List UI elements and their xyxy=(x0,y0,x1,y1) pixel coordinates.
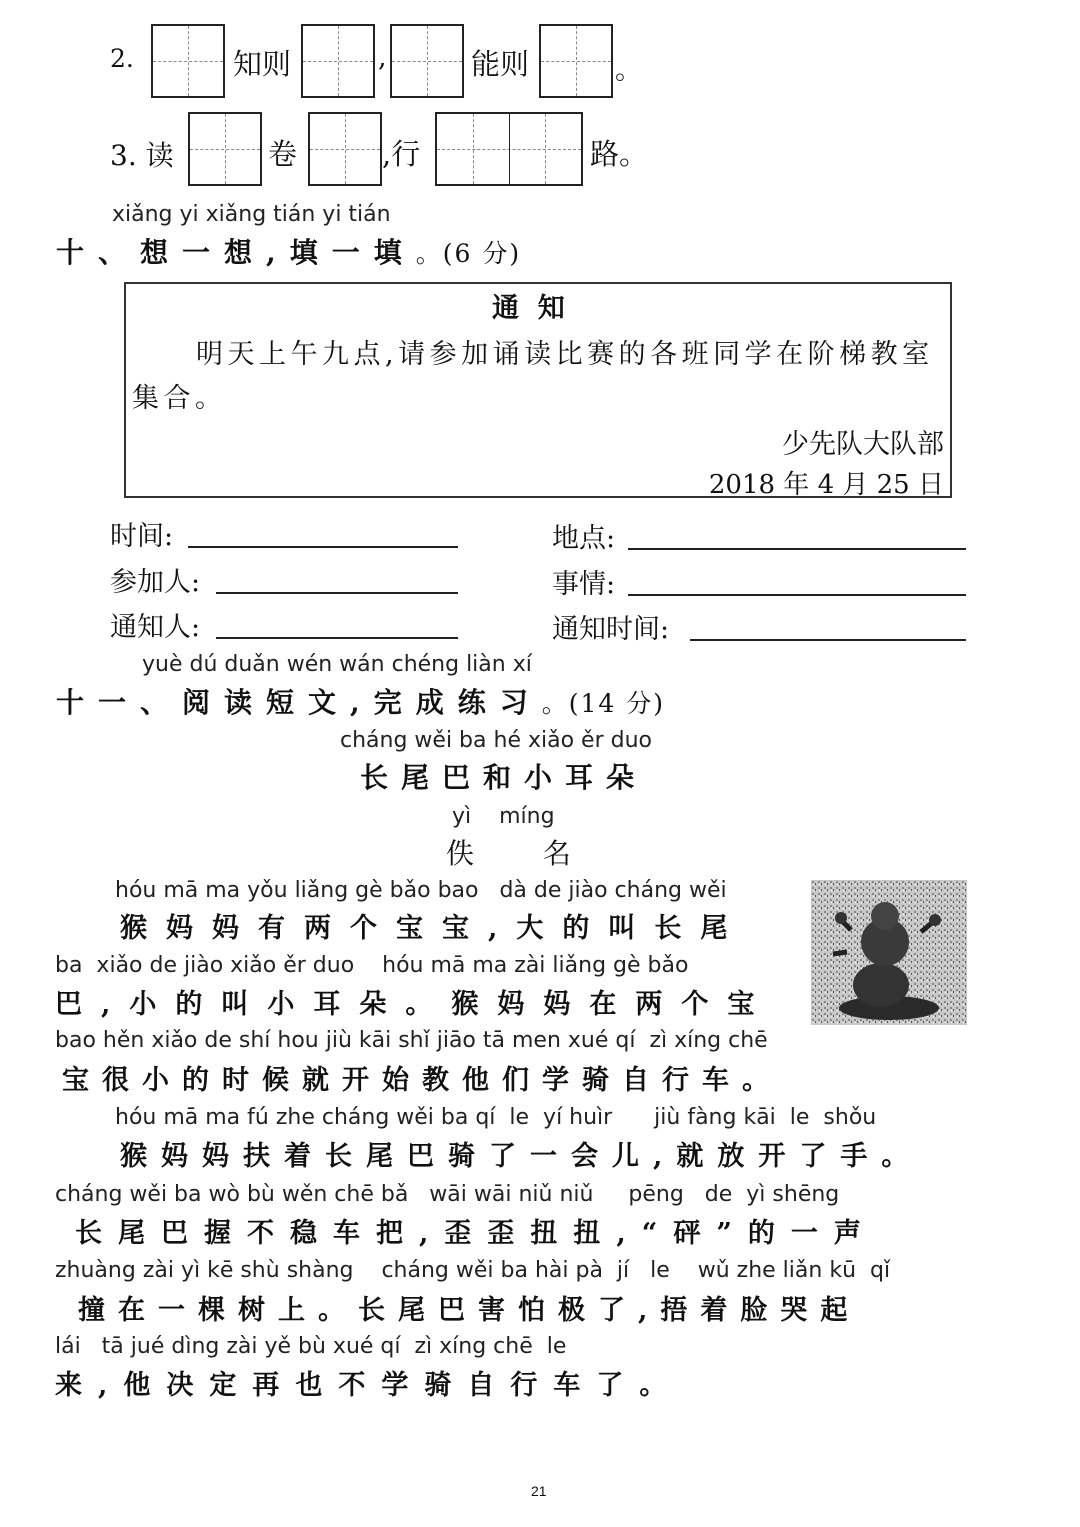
time-label: 时间: xyxy=(110,521,174,552)
answer-box[interactable] xyxy=(188,112,262,186)
story-text-line: 来,他决定再也不学骑自行车了。 xyxy=(55,1370,683,1401)
story-text-line: 猴妈妈有两个宝宝,大的叫长尾 xyxy=(120,913,747,944)
page-number: 21 xyxy=(531,1483,547,1499)
story-pinyin-line: cháng wěi ba wò bù wěn chē bǎ wāi wāi niǔ niǔ pēng de yì shēng xyxy=(55,1182,840,1207)
answer-box[interactable] xyxy=(151,24,225,98)
story-title-pinyin: cháng wěi ba hé xiǎo ěr duo xyxy=(340,728,652,753)
notice-signature: 少先队大队部 xyxy=(782,429,944,460)
notice-body-line1: 明天上午九点,请参加诵读比赛的各班同学在阶梯教室 xyxy=(196,339,934,370)
story-text-line: 猴妈妈扶着长尾巴骑了一会儿,就放开了手。 xyxy=(120,1141,923,1172)
q3-text2: ,行 xyxy=(382,137,421,171)
q2-text1: 知则 xyxy=(233,47,292,81)
q3-text1: 卷 xyxy=(268,137,298,171)
answer-box[interactable] xyxy=(301,24,375,98)
notice-body-line2: 集合。 xyxy=(132,383,227,414)
answer-box[interactable] xyxy=(539,24,613,98)
story-text-line: 撞在一棵树上。长尾巴害怕极了,捂着脸哭起 xyxy=(78,1295,861,1326)
q2-text2: 能则 xyxy=(471,47,530,81)
notice-time-label: 通知时间: xyxy=(552,614,670,645)
notice-time-answer-line[interactable] xyxy=(690,639,966,641)
notifier-answer-line[interactable] xyxy=(216,637,458,639)
notice-date: 2018 年 4 月 25 日 xyxy=(708,470,944,500)
story-pinyin-line: lái tā jué dìng zài yě bù xué qí zì xíng chē le xyxy=(55,1334,567,1359)
story-text-line: 巴,小的叫小耳朵。猴妈妈在两个宝 xyxy=(55,989,774,1020)
story-pinyin-line: zhuàng zài yì kē shù shàng cháng wěi ba hài pà jí le wǔ zhe liǎn kū qǐ xyxy=(55,1258,891,1283)
q3-number: 3. 读 xyxy=(110,139,174,172)
notice-title: 通 知 xyxy=(492,293,565,324)
story-text-line: 长尾巴握不稳车把,歪歪扭扭,“砰”的一声 xyxy=(75,1218,877,1249)
section10-title: 十、想一想,填一填。(6 分) xyxy=(56,236,522,269)
q2-comma: , xyxy=(378,42,387,73)
author: 佚 名 xyxy=(446,837,601,870)
section11-title: 十一、阅读短文,完成练习。(14 分) xyxy=(56,686,666,719)
answer-box[interactable] xyxy=(390,24,464,98)
section10-pinyin: xiǎng yi xiǎng tián yi tián xyxy=(112,202,391,227)
author-pinyin: yì míng xyxy=(452,804,555,829)
time-answer-line[interactable] xyxy=(188,546,458,548)
story-pinyin-line: bao hěn xiǎo de shí hou jiù kāi shǐ jiāo tā men xué qí zì xíng chē xyxy=(55,1028,768,1053)
answer-box[interactable] xyxy=(308,112,382,186)
q3-text3: 路。 xyxy=(590,137,649,171)
place-answer-line[interactable] xyxy=(628,548,966,550)
notifier-label: 通知人: xyxy=(110,612,201,643)
participants-answer-line[interactable] xyxy=(216,592,458,594)
monkey-bicycle-image xyxy=(811,880,967,1025)
story-pinyin-line: hóu mā ma fú zhe cháng wěi ba qí le yí huìr jiù fàng kāi le shǒu xyxy=(115,1105,877,1130)
place-label: 地点: xyxy=(552,523,616,554)
answer-box-double[interactable] xyxy=(435,112,583,186)
q2-number: 2. xyxy=(110,44,134,73)
section11-pinyin: yuè dú duǎn wén wán chéng liàn xí xyxy=(142,652,532,677)
story-pinyin-line: hóu mā ma yǒu liǎng gè bǎo bao dà de jiào cháng wěi xyxy=(115,878,727,903)
story-title: 长尾巴和小耳朵 xyxy=(360,761,648,794)
matter-answer-line[interactable] xyxy=(628,594,966,596)
story-text-line: 宝很小的时候就开始教他们学骑自行车。 xyxy=(62,1065,782,1096)
matter-label: 事情: xyxy=(552,569,616,600)
participants-label: 参加人: xyxy=(110,567,201,598)
notice-box xyxy=(124,282,952,498)
story-pinyin-line: ba xiǎo de jiào xiǎo ěr duo hóu mā ma zài liǎng gè bǎo xyxy=(55,953,689,978)
q2-end: 。 xyxy=(615,55,642,86)
